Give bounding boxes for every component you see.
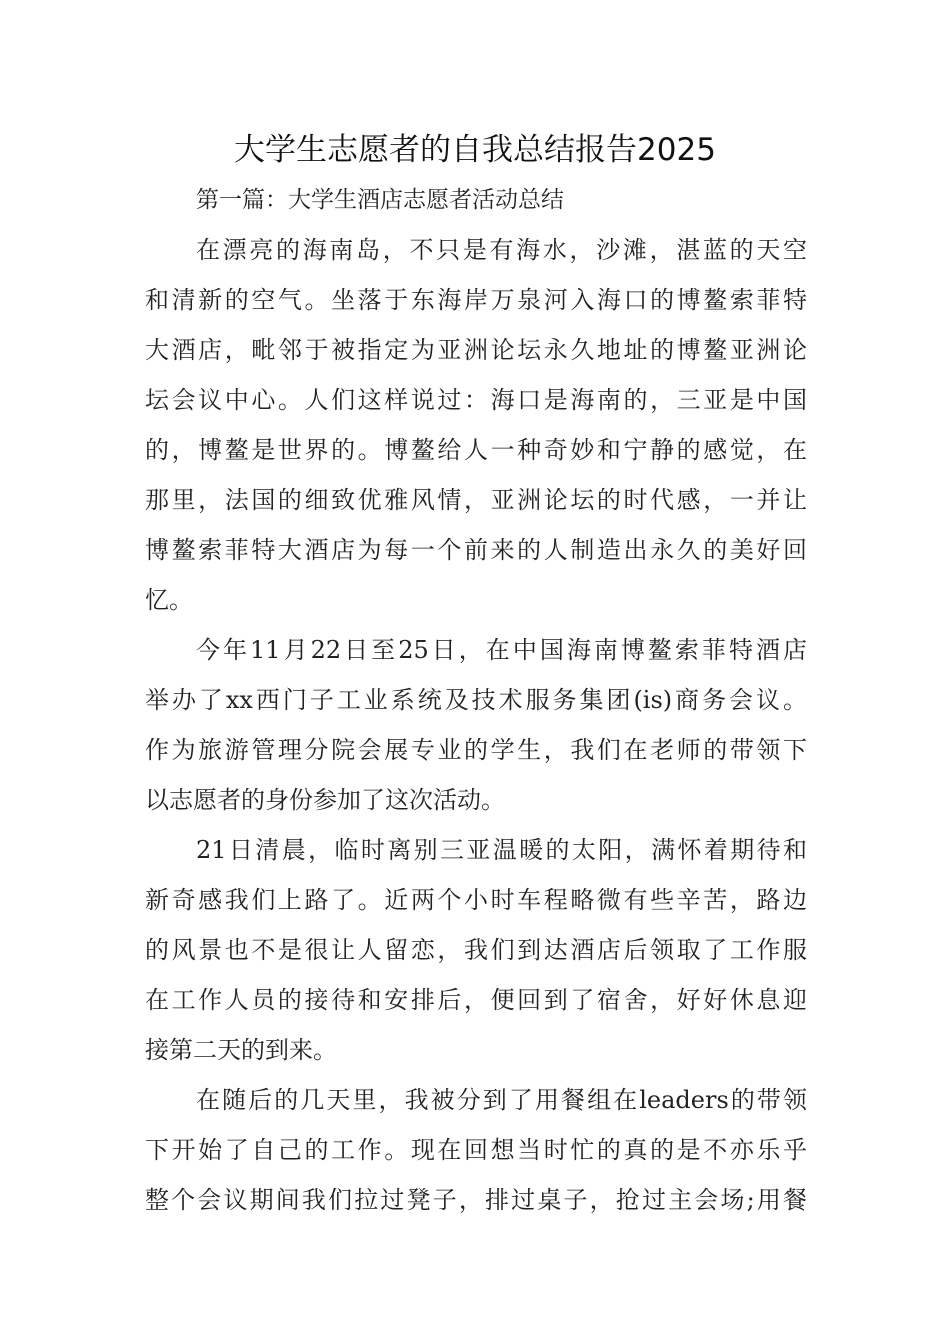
text-line: 下开始了自己的工作。现在回想当时忙的真的是不亦乐乎 <box>145 1136 807 1164</box>
text-line: 接第二天的到来。 <box>145 1036 337 1064</box>
paragraph-3 <box>145 828 807 1078</box>
text-line: 在工作人员的接待和安排后，便回到了宿舍，好好休息迎 <box>145 986 807 1014</box>
paragraph-4 <box>145 1078 807 1228</box>
text-line: 的风景也不是很让人留恋，我们到达酒店后领取了工作服 <box>145 936 807 964</box>
section-heading: 第一篇：大学生酒店志愿者活动总结 <box>196 187 564 213</box>
paragraph-2 <box>145 628 807 828</box>
text-line: 整个会议期间我们拉过凳子，排过桌子，抢过主会场;用餐 <box>145 1186 807 1214</box>
text-line: 博鳌索菲特大酒店为每一个前来的人制造出永久的美好回 <box>145 536 807 564</box>
text-line: 今年11月22日至25日，在中国海南博鳌索菲特酒店 <box>196 636 807 664</box>
text-line: 和清新的空气。坐落于东海岸万泉河入海口的博鳌索菲特 <box>145 286 807 314</box>
text-line: 在漂亮的海南岛，不只是有海水，沙滩，湛蓝的天空 <box>196 236 807 264</box>
text-line: 忆。 <box>145 586 193 614</box>
text-line: 大酒店，毗邻于被指定为亚洲论坛永久地址的博鳌亚洲论 <box>145 336 807 364</box>
paragraph-1 <box>145 228 807 628</box>
text-line: 新奇感我们上路了。近两个小时车程略微有些辛苦，路边 <box>145 886 807 914</box>
text-line: 以志愿者的身份参加了这次活动。 <box>145 786 505 814</box>
document-title: 大学生志愿者的自我总结报告2025 <box>234 132 716 168</box>
text-line: 作为旅游管理分院会展专业的学生，我们在老师的带领下 <box>145 736 807 764</box>
text-line: 的，博鳌是世界的。博鳌给人一种奇妙和宁静的感觉，在 <box>145 436 807 464</box>
text-line: 举办了xx西门子工业系统及技术服务集团(is)商务会议。 <box>145 686 807 714</box>
text-line: 那里，法国的细致优雅风情，亚洲论坛的时代感，一并让 <box>145 486 807 514</box>
text-line: 在随后的几天里，我被分到了用餐组在leaders的带领 <box>196 1086 807 1114</box>
text-line: 21日清晨，临时离别三亚温暖的太阳，满怀着期待和 <box>196 836 807 864</box>
text-line: 坛会议中心。人们这样说过：海口是海南的，三亚是中国 <box>145 386 807 414</box>
document-body <box>145 228 807 1228</box>
